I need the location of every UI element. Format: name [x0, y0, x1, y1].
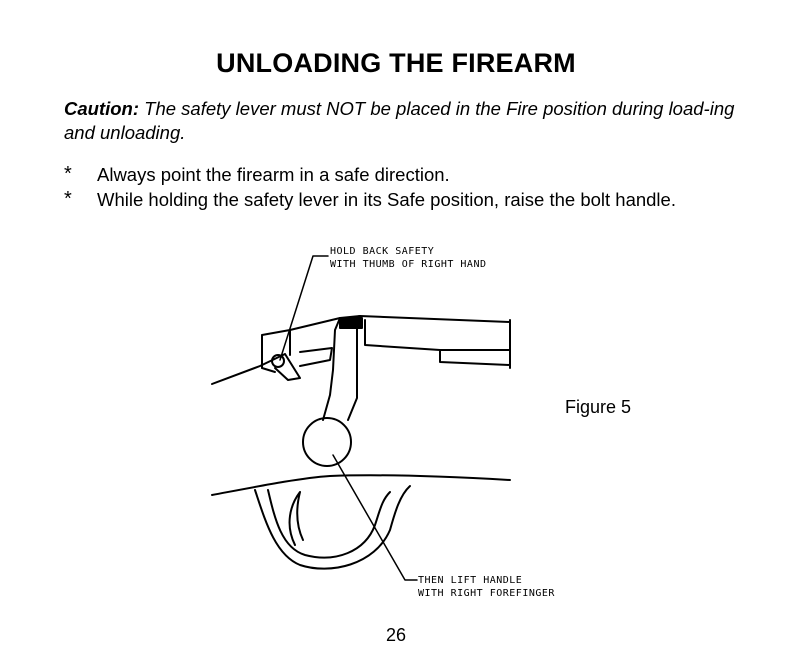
- bullet-text: While holding the safety lever in its Safe position, raise the bolt handle.: [97, 189, 676, 210]
- bolt-shroud: [262, 330, 332, 372]
- trigger: [290, 492, 303, 545]
- callout-bottom-line-1: THEN LIFT HANDLE: [418, 575, 523, 586]
- page-number: 26: [385, 625, 407, 645]
- trigger-guard: [255, 486, 410, 569]
- callout-top-line-2: WITH THUMB OF RIGHT HAND: [330, 259, 487, 270]
- callout-top-line-1: HOLD BACK SAFETY: [330, 246, 435, 257]
- bullet-text: Always point the firearm in a safe direction.: [97, 164, 450, 185]
- caution-text: The safety lever must NOT be placed in the Fire position during load-ing and unloading.: [64, 98, 735, 143]
- callout-bottom-line-2: WITH RIGHT FOREFINGER: [418, 588, 555, 599]
- bullet-marker: *: [64, 188, 72, 210]
- page-title: UNLOADING THE FIREARM: [216, 48, 576, 78]
- leader-line-bottom: [333, 455, 417, 580]
- bolt-handle: [323, 316, 360, 420]
- bolt-knob: [303, 418, 351, 466]
- leader-line-top: [280, 256, 328, 360]
- caution-label: Caution:: [64, 98, 140, 119]
- safety-lever: [212, 354, 300, 384]
- bullet-marker: *: [64, 163, 72, 185]
- figure-label: Figure 5: [565, 397, 632, 417]
- receiver-outline: [262, 316, 510, 368]
- bolt-handle-root: [340, 318, 362, 328]
